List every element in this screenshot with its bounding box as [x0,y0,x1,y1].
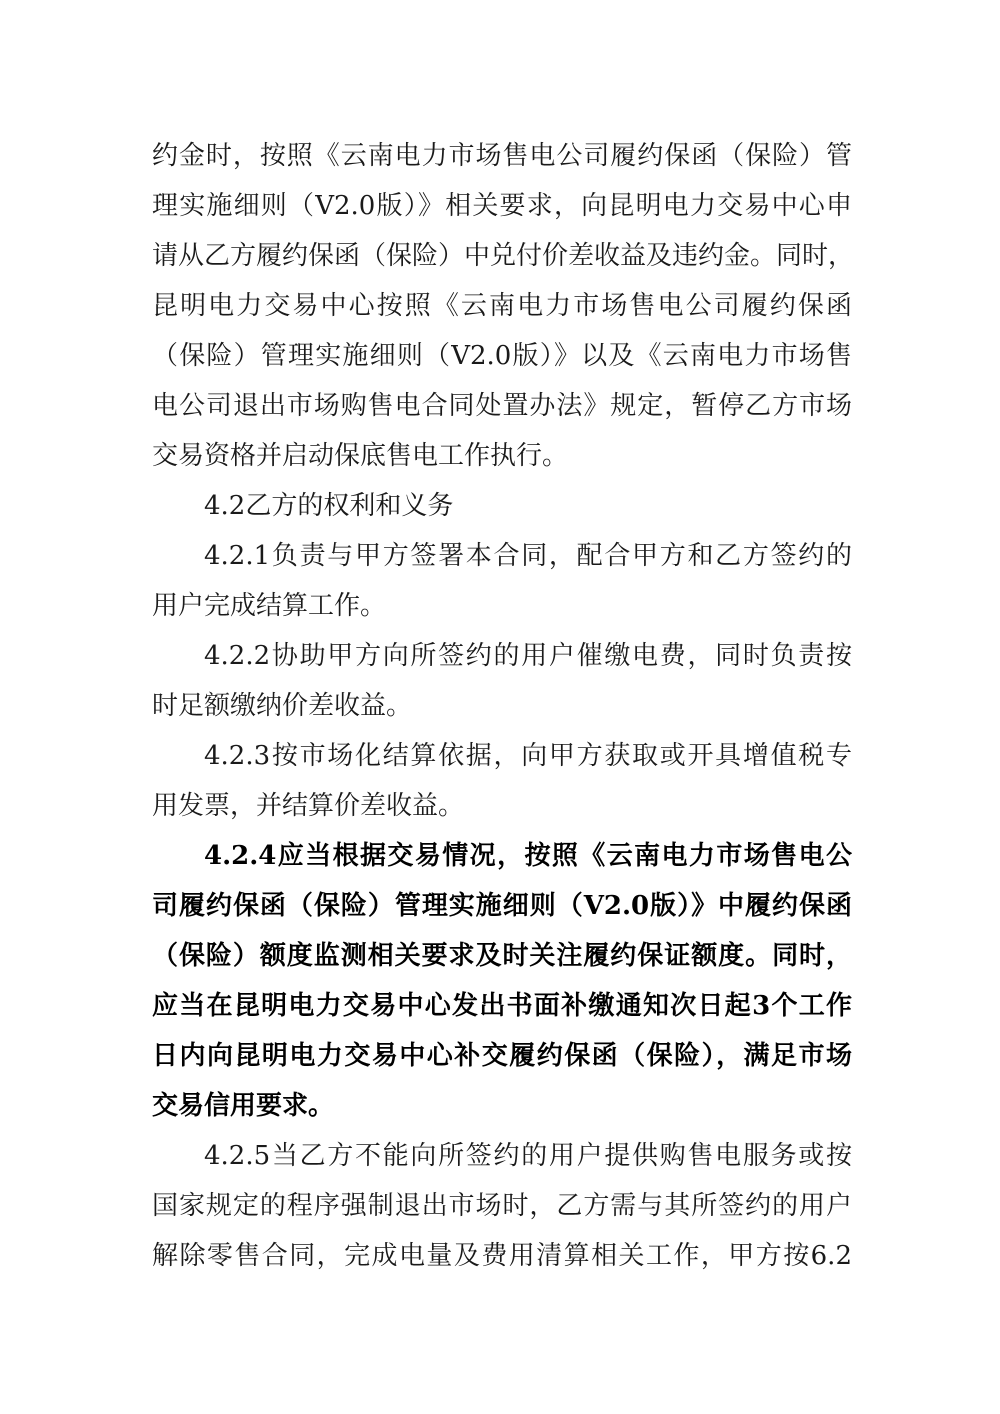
clause-4-2-2-line-2: 时足额缴纳价差收益。 [152,691,413,721]
clause-4-2-4-line-1: 4.2.4应当根据交易情况，按照《云南电力市场售电公 [204,841,852,871]
clause-4-2-1-line-1: 4.2.1负责与甲方签署本合同，配合甲方和乙方签约的 [204,541,852,571]
clause-4-2-5-line-2: 国家规定的程序强制退出市场时，乙方需与其所签约的用户 [152,1191,852,1221]
clause-4-2-4-line-3: （保险）额度监测相关要求及时关注履约保证额度。同时， [152,941,852,971]
clause-4-2-1-line-2: 用户完成结算工作。 [152,591,387,621]
text-line-5: （保险）管理实施细则（V2.0版）》以及《云南电力市场售 [152,341,852,371]
text-line-2: 理实施细则（V2.0版）》相关要求，向昆明电力交易中心申 [152,191,852,221]
clause-4-2-5-line-3: 解除零售合同，完成电量及费用清算相关工作，甲方按6.2 [152,1241,852,1271]
section-heading-4-2: 4.2乙方的权利和义务 [204,491,454,521]
clause-4-2-3-line-1: 4.2.3按市场化结算依据，向甲方获取或开具增值税专 [204,741,852,771]
text-line-1: 约金时，按照《云南电力市场售电公司履约保函（保险）管 [152,141,852,171]
text-line-4: 昆明电力交易中心按照《云南电力市场售电公司履约保函 [152,291,852,321]
clause-4-2-4-line-5: 日内向昆明电力交易中心补交履约保函（保险），满足市场 [152,1041,852,1071]
text-line-7: 交易资格并启动保底售电工作执行。 [152,441,569,471]
clause-4-2-5-line-1: 4.2.5当乙方不能向所签约的用户提供购售电服务或按 [204,1141,852,1171]
clause-4-2-4-line-2: 司履约保函（保险）管理实施细则（V2.0版）》中履约保函 [152,891,852,921]
clause-4-2-3-line-2: 用发票，并结算价差收益。 [152,791,465,821]
clause-4-2-4-line-4: 应当在昆明电力交易中心发出书面补缴通知次日起3个工作 [152,991,852,1021]
clause-4-2-2-line-1: 4.2.2协助甲方向所签约的用户催缴电费，同时负责按 [204,641,852,671]
text-line-6: 电公司退出市场购售电合同处置办法》规定，暂停乙方市场 [152,391,852,421]
text-line-3: 请从乙方履约保函（保险）中兑付价差收益及违约金。同时， [152,241,855,271]
clause-4-2-4-line-6: 交易信用要求。 [152,1091,335,1121]
